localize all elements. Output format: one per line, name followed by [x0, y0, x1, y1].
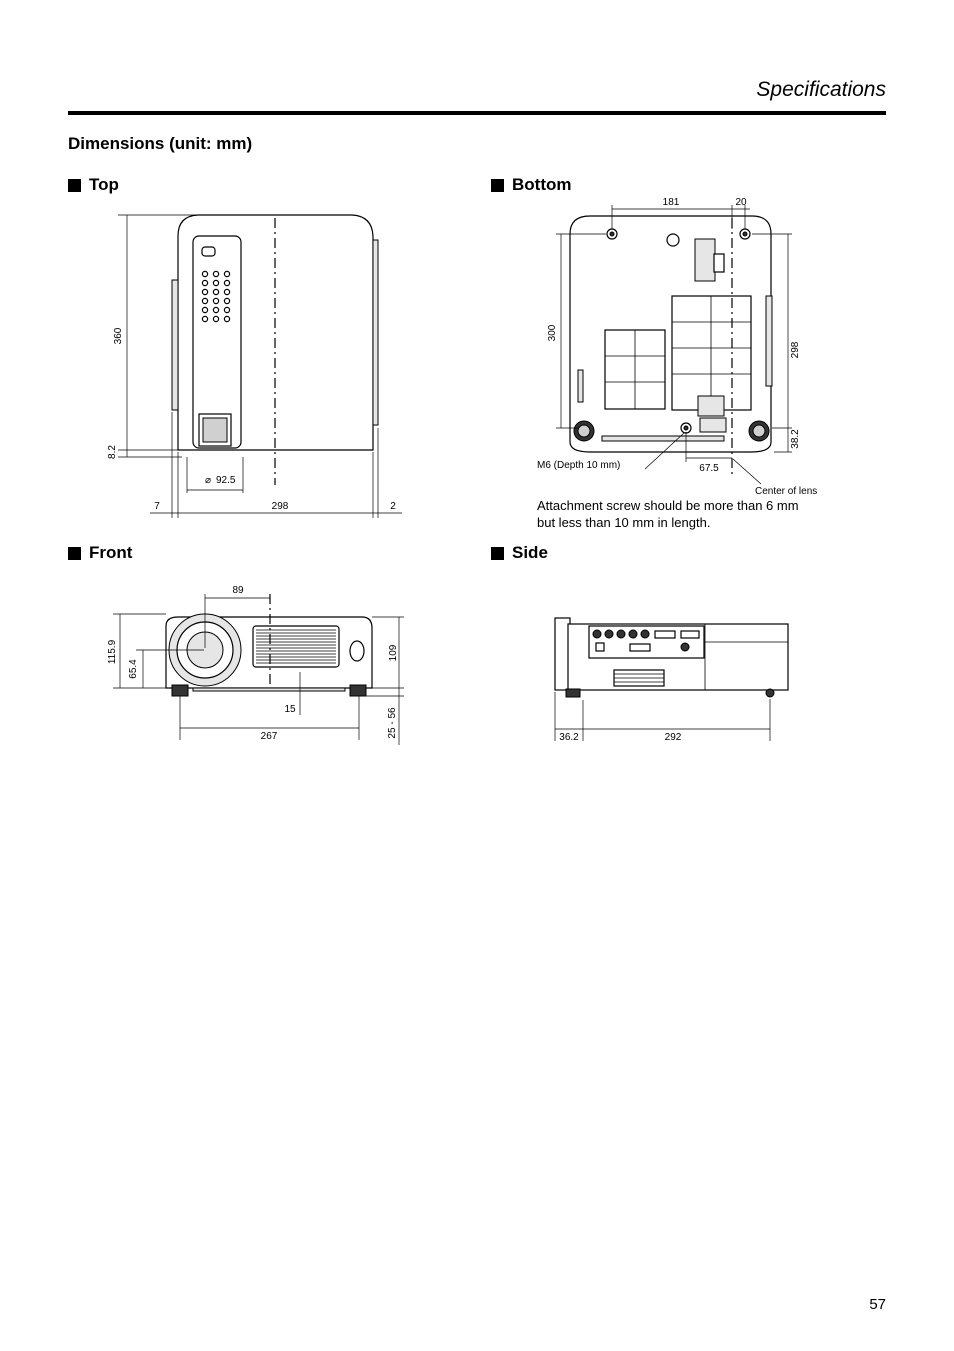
section-title: Specifications	[756, 78, 886, 101]
dim-top-width: 298	[271, 501, 289, 512]
dim-side-length: 292	[664, 732, 682, 743]
section-bottom-label: Bottom	[512, 175, 572, 194]
dim-bottom-hole-depth: 300	[547, 324, 558, 342]
bottom-view-body	[570, 216, 772, 476]
front-view-body	[166, 594, 372, 696]
dim-top-left-offset: 7	[154, 501, 160, 512]
dim-top-front-offset: 8.2	[107, 445, 118, 459]
control-button-icon	[202, 298, 207, 303]
note-line-1: Attachment screw should be more than 6 mm	[537, 498, 799, 513]
dim-side-rear-offset: 36.2	[559, 732, 579, 743]
top-view-body	[172, 215, 378, 485]
side-view-dimensions	[555, 692, 770, 741]
control-button-icon	[224, 316, 229, 321]
dim-front-body-height: 109	[388, 644, 399, 662]
control-button-icon	[224, 280, 229, 285]
dim-bottom-hole-spacing: 181	[662, 197, 680, 208]
control-button-icon	[202, 316, 207, 321]
control-button-icon	[202, 271, 207, 276]
dim-top-right-offset: 2	[390, 501, 396, 512]
section-front-label: Front	[89, 543, 133, 562]
page-heading: Dimensions (unit: mm)	[68, 134, 253, 153]
dim-top-depth: 360	[113, 327, 124, 345]
control-button-icon	[213, 307, 218, 312]
dim-bottom-hole-offset: 20	[735, 197, 747, 208]
control-button-icon	[202, 289, 207, 294]
control-button-icon	[213, 280, 218, 285]
dim-bottom-rear-offset: 38.2	[790, 429, 801, 449]
dim-bottom-lens-offset: 67.5	[699, 463, 719, 474]
dim-front-foot-adjust: 15	[284, 704, 296, 715]
side-view-body	[555, 618, 788, 697]
note-line-2: but less than 10 mm in length.	[537, 515, 711, 530]
control-button-icon	[202, 307, 207, 312]
dim-bottom-depth: 298	[790, 341, 801, 359]
dim-front-foot-height: 25 - 56	[387, 707, 398, 739]
dim-front-lens-center-h: 65.4	[128, 659, 139, 679]
dim-front-foot-span: 267	[260, 731, 278, 742]
control-button-icon	[213, 271, 218, 276]
section-side-label: Side	[512, 543, 548, 562]
control-button-icon	[224, 298, 229, 303]
section-top-label: Top	[89, 175, 119, 194]
control-button-icon	[224, 289, 229, 294]
dim-top-lens-diameter: 92.5	[216, 475, 236, 486]
callout-lens-center: Center of lens	[755, 486, 818, 497]
control-button-icon	[213, 298, 218, 303]
control-button-icon	[224, 271, 229, 276]
control-button-icon	[202, 280, 207, 285]
diameter-icon: ⌀	[205, 475, 212, 486]
attachment-note	[537, 497, 799, 531]
page-number: 57	[869, 1296, 886, 1313]
control-button-icon	[213, 316, 218, 321]
dim-front-height: 115.9	[107, 639, 118, 665]
callout-screw: M6 (Depth 10 mm)	[537, 460, 621, 471]
control-button-icon	[224, 307, 229, 312]
control-button-icon	[213, 289, 218, 294]
dim-front-lens-center-x: 89	[232, 585, 244, 596]
